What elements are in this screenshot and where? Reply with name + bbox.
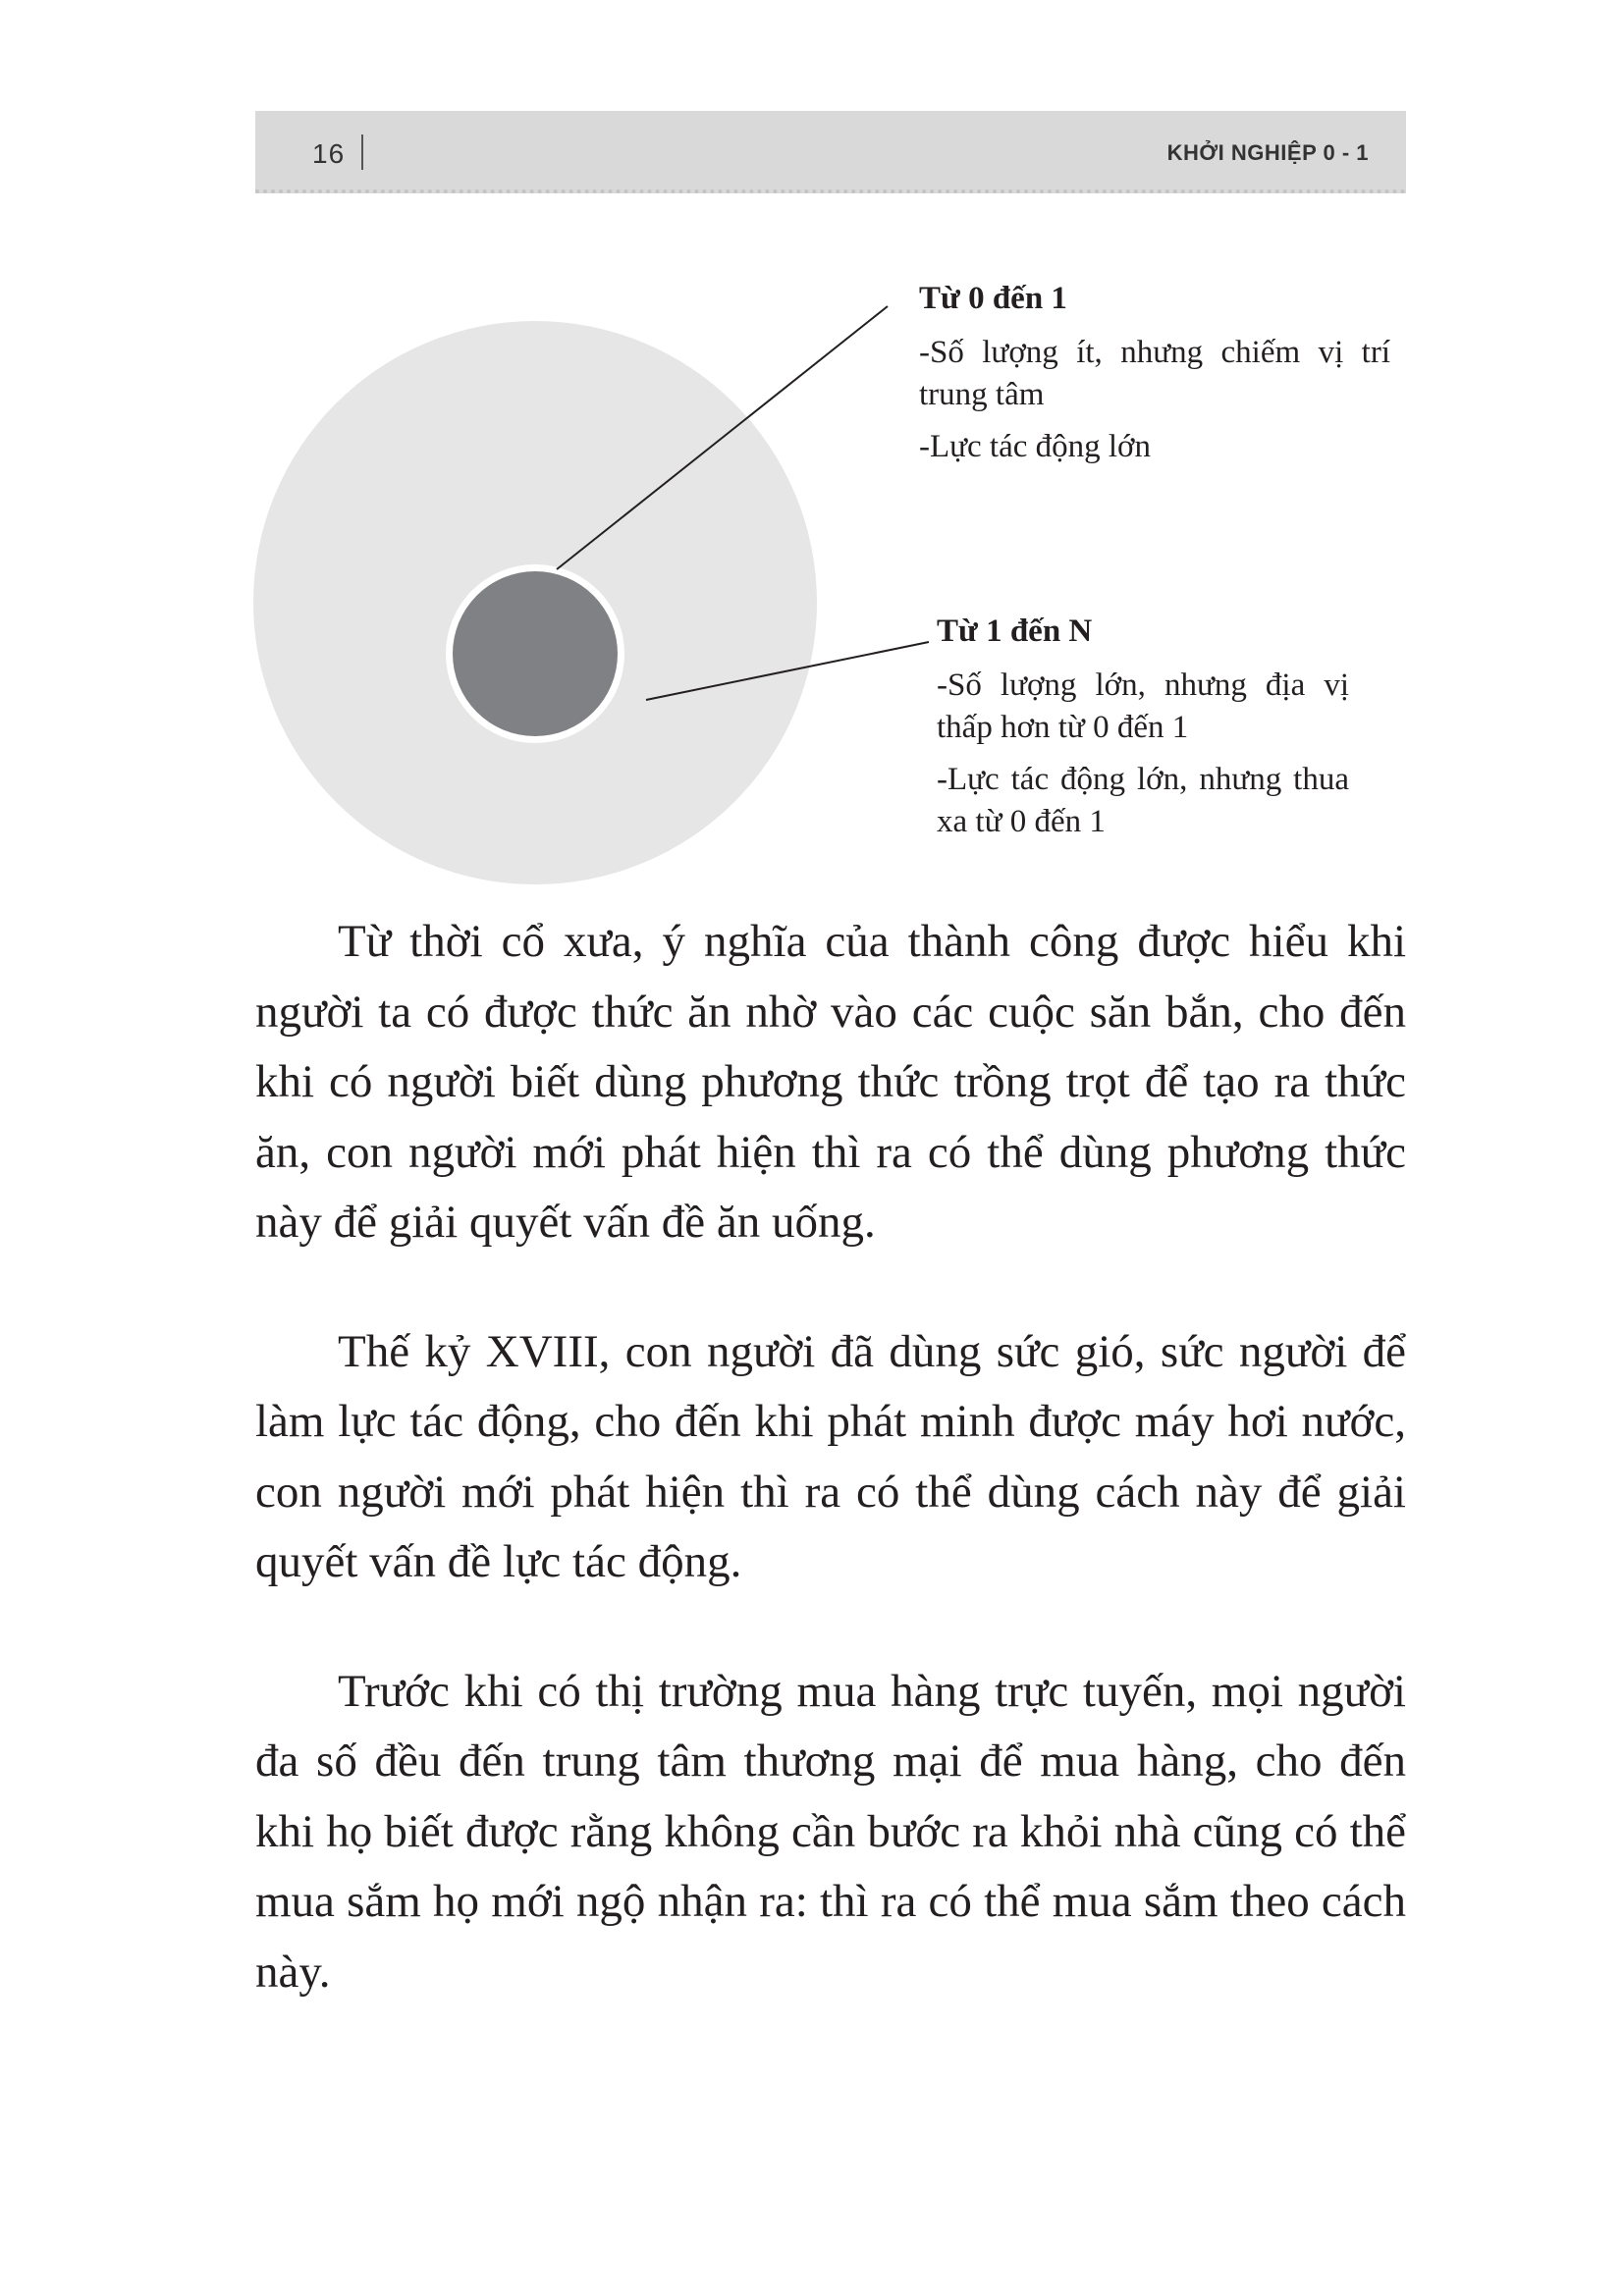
- label-1-to-n-point: -Số lượng lớn, nhưng địa vị thấp hơn từ 0 đến 1: [937, 667, 1349, 745]
- body-paragraph: Trước khi có thị trường mua hàng trực tuyến, mọi người đa số đều đến trung tâm thương mại để mua hàng, cho đến khi họ biết được rằng không cần bước ra khỏi nhà cũng có thể mua sắm họ mới ngộ nhận ra: thì ra có thể mua sắm theo cách này.: [255, 1665, 1406, 1998]
- inner-circle-0-to-1: [453, 571, 618, 736]
- label-0-to-1: [919, 278, 1390, 478]
- label-0-to-1-point: -Lực tác động lớn: [919, 429, 1152, 464]
- body-text: [255, 907, 1406, 2066]
- body-paragraph: Thế kỷ XVIII, con người đã dùng sức gió, sức người để làm lực tác động, cho đến khi phát minh được máy hơi nước, con người mới phát hiện thì ra có thể dùng cách này để giải quyết vấn đề lực tác động.: [255, 1325, 1406, 1587]
- label-1-to-n-point: -Lực tác động lớn, nhưng thua xa từ 0 đến 1: [937, 762, 1349, 839]
- label-1-to-n-title: Từ 1 đến N: [937, 614, 1093, 649]
- label-0-to-1-point: -Số lượng ít, nhưng chiếm vị trí trung tâm: [919, 335, 1390, 412]
- page-number: 16: [312, 138, 346, 169]
- label-1-to-n: [937, 611, 1349, 853]
- label-0-to-1-title: Từ 0 đến 1: [919, 281, 1067, 316]
- body-paragraph: Từ thời cổ xưa, ý nghĩa của thành công được hiểu khi người ta có được thức ăn nhờ vào các cuộc săn bắn, cho đến khi có người biết dùng phương thức trồng trọt để tạo ra thức ăn, con người mới phát hiện thì ra có thể dùng phương thức này để giải quyết vấn đề ăn uống.: [255, 916, 1406, 1248]
- book-title: KHỞI NGHIỆP 0 - 1: [1166, 140, 1369, 165]
